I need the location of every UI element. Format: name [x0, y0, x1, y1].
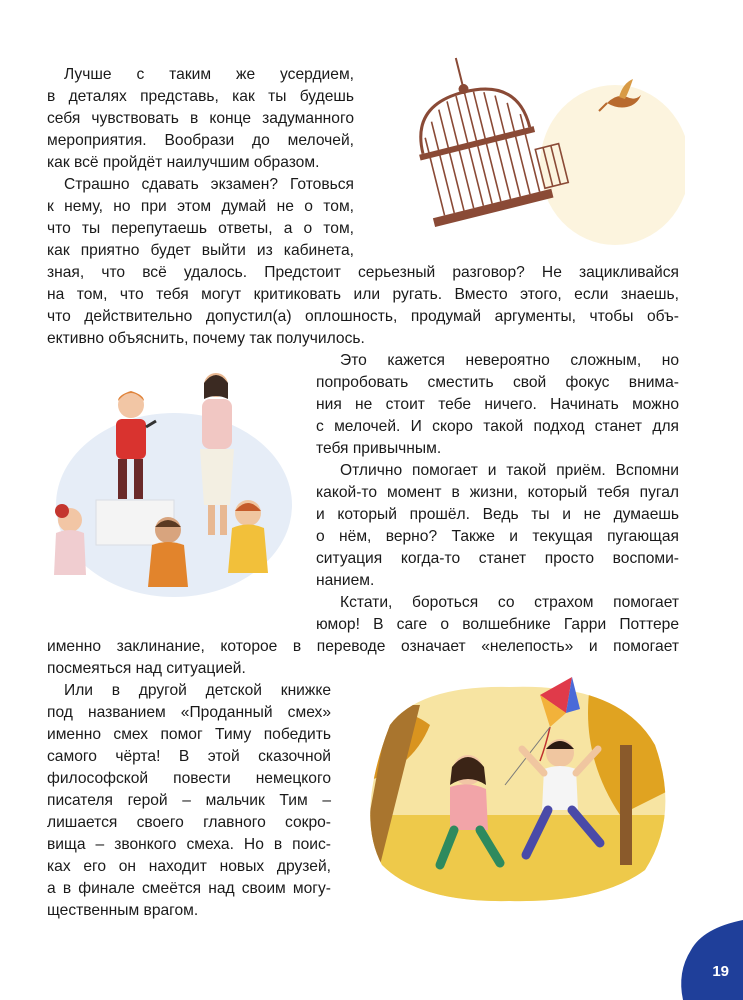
text-line: тебя привычным. [316, 440, 442, 457]
text-line: Кстати, бороться со страхом помогает [340, 594, 679, 611]
text-line: вища – звонкого смеха. Но в поис- [47, 836, 331, 853]
page-number: 19 [712, 963, 729, 980]
text-line: с мелочей. И скоро такой подход станет для [316, 418, 679, 435]
text-line: Или в другой детской книжке [64, 682, 331, 699]
text-line: юмор! В саге о волшебнике Гарри Поттере [316, 616, 679, 633]
page-corner-blob [663, 920, 743, 1000]
text-line: Это кажется невероятно сложным, но [340, 352, 679, 369]
text-line: как всё пройдёт наилучшим образом. [47, 154, 320, 171]
bird-cage-illustration [395, 45, 685, 260]
text-line: посмеяться над ситуацией. [47, 660, 246, 677]
text-line: что ты перепутаешь ответы, а о том, [47, 220, 354, 237]
text-line: самого чёрта! В этой сказочной [47, 748, 331, 765]
text-line: как приятно будет выйти из кабинета, [47, 242, 354, 259]
text-line: ках его он находит новых друзей, [47, 858, 331, 875]
text-line: лишается своего главного сокро- [47, 814, 331, 831]
text-line: на том, что тебя могут критиковать или ругать. Вместо этого, если знаешь, [47, 286, 679, 303]
text-line: Отлично помогает и такой приём. Вспомни [340, 462, 679, 479]
text-line: Лучше с таким же усердием, [64, 66, 354, 83]
text-line: Страшно сдавать экзамен? Готовься [64, 176, 354, 193]
text-line: к нему, но при этом думай не о том, [47, 198, 354, 215]
speech-illustration [48, 355, 300, 600]
text-line: какой-то момент в жизни, который тебя пугал [316, 484, 679, 501]
text-line: в деталях представь, как ты будешь [47, 88, 354, 105]
text-line: именно смех помог Тиму победить [47, 726, 331, 743]
sun-glow [540, 85, 685, 245]
cage-icon [397, 45, 571, 227]
text-line: именно заклинание, которое в переводе означает «нелепость» и помогает [47, 638, 679, 655]
text-line: зная, что всё удалось. Предстоит серьезный разговор? Не зацикливайся [47, 264, 679, 281]
text-line: что действительно допустил(а) оплошность, продумай аргументы, чтобы объ- [47, 308, 679, 325]
text-line: нанием. [316, 572, 375, 589]
text-line: ситуация когда-то станет просто воспоми- [316, 550, 679, 567]
text-line: под названием «Проданный смех» [47, 704, 331, 721]
text-line: ективно объяснить, почему так получилось. [47, 330, 365, 347]
kite-illustration [350, 665, 680, 905]
text-line: щественным врагом. [47, 902, 199, 919]
text-line: о нём, верно? Также и текущая пугающая [316, 528, 679, 545]
text-line: и который прошёл. Ведь ты и не думаешь [316, 506, 679, 523]
text-line: попробовать сместить свой фокус внима- [316, 374, 679, 391]
text-line: себя чувствовать в конце задуманного [47, 110, 354, 127]
text-line: философской повести немецкого [47, 770, 331, 787]
text-line: а в финале смеётся над своим могу- [47, 880, 331, 897]
text-line: писателя герой – мальчик Тим – [47, 792, 331, 809]
text-line: ния не стоит тебе ничего. Начинать можно [316, 396, 679, 413]
text-line: мероприятия. Вообрази до мелочей, [47, 132, 354, 149]
